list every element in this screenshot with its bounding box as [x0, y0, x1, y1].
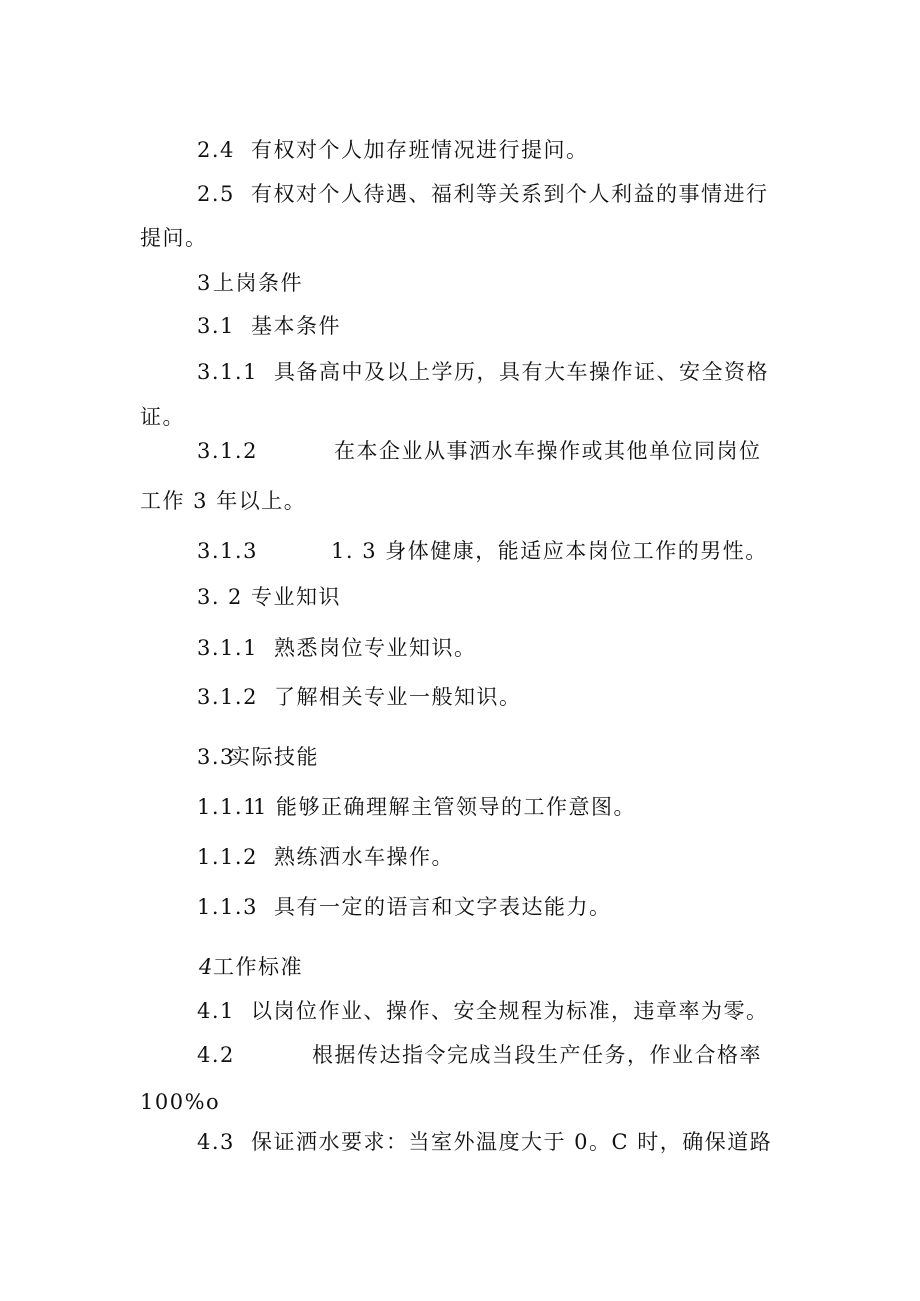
section-4-title: 工作标准 — [213, 955, 303, 979]
item-3-1-1-number: 3.1.1 — [197, 360, 258, 384]
item-1-1-2-text: 熟练洒水车操作。 — [274, 845, 454, 869]
item-3-1-2-text: 在本企业从事洒水车操作或其他单位同岗位 — [334, 439, 762, 463]
item-4-1-text: 以岗位作业、操作、安全规程为标准，违章率为零。 — [251, 999, 769, 1023]
item-3-1-number: 3.1 — [197, 314, 235, 338]
item-2-4-text: 有权对个人加存班情况进行提问。 — [251, 138, 589, 162]
item-1-1-2-number: 1.1.2 — [197, 845, 258, 869]
item-3-2-2-number: 3.1.2 — [197, 685, 258, 709]
item-1-1-1-text: 1 能够正确理解主管领导的工作意图。 — [253, 795, 637, 819]
item-3-1-1-continuation: 证。 — [140, 405, 185, 429]
item-4-1-number: 4.1 — [197, 999, 235, 1023]
item-4-2-continuation: 100%o — [140, 1090, 221, 1114]
item-2-5-number: 2.5 — [197, 182, 235, 206]
item-4-2-number: 4.2 — [197, 1043, 235, 1067]
item-3-2-2-text: 了解相关专业一般知识。 — [274, 685, 522, 709]
item-3-1-2-continuation: 工作 3 年以上。 — [140, 489, 307, 513]
section-4-number: 4 — [199, 955, 214, 979]
section-3-title: 上岗条件 — [213, 271, 303, 295]
item-3-2-1-number: 3.1.1 — [197, 636, 258, 660]
item-1-1-1-number: 1.1.1 — [197, 795, 258, 819]
item-4-3-number: 4.3 — [197, 1130, 235, 1154]
item-2-4-number: 2.4 — [197, 138, 235, 162]
section-3-number: 3 — [197, 271, 212, 295]
item-3-3-text: 实际技能 — [229, 745, 319, 769]
item-4-2-text: 根据传达指令完成当段生产任务，作业合格率 — [312, 1043, 762, 1067]
item-1-1-3-number: 1.1.3 — [197, 895, 258, 919]
item-3-2-1-text: 熟悉岗位专业知识。 — [274, 636, 477, 660]
item-3-3-number: 3.3 — [197, 745, 235, 769]
item-3-1-3-text: 1. 3 身体健康，能适应本岗位工作的男性。 — [331, 539, 768, 563]
item-3-1-text: 基本条件 — [251, 314, 341, 338]
item-2-5-continuation: 提问。 — [140, 226, 208, 250]
item-1-1-3-text: 具有一定的语言和文字表达能力。 — [274, 895, 612, 919]
item-3-2-number: 3. — [197, 585, 221, 609]
item-3-1-3-number: 3.1.3 — [197, 539, 258, 563]
item-3-1-1-text: 具备高中及以上学历，具有大车操作证、安全资格 — [274, 360, 769, 384]
item-3-1-2-number: 3.1.2 — [197, 439, 258, 463]
item-3-2-text: 2 专业知识 — [228, 585, 342, 609]
item-2-5-text: 有权对个人待遇、福利等关系到个人利益的事情进行 — [251, 182, 769, 206]
item-4-3-text: 保证洒水要求：当室外温度大于 0。C 时，确保道路 — [251, 1130, 773, 1154]
